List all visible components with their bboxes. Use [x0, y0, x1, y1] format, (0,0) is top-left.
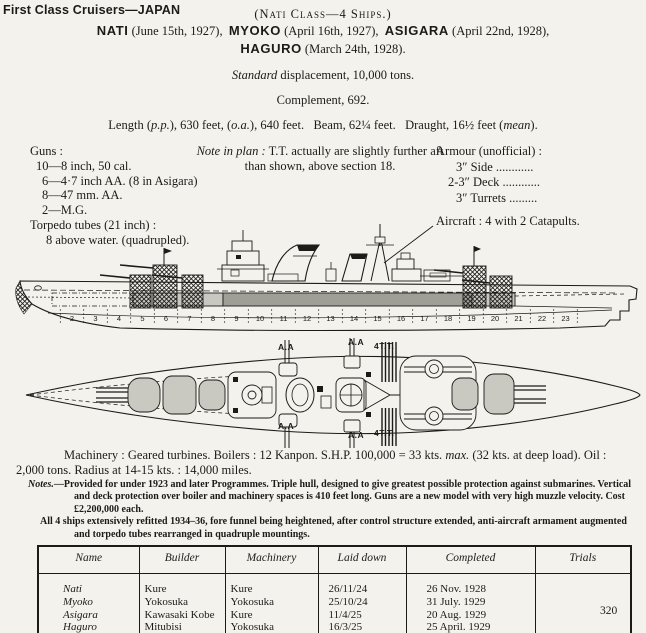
ship-name: HAGURO: [240, 41, 302, 56]
plan-hull: [26, 356, 640, 433]
gun-item: 8—47 mm. AA.: [42, 188, 123, 203]
beam-text: Beam, 62¼ feet.: [313, 118, 396, 132]
cell-machinery: Kure: [225, 609, 318, 622]
machinery-paragraph: [16, 448, 634, 479]
cell-machinery: Kure: [225, 573, 318, 595]
funnel-cap: [350, 254, 367, 259]
note-paragraph-1: [14, 479, 638, 516]
turret-b: [153, 265, 177, 308]
plan-aft-turrets: [452, 374, 546, 414]
svg-text:13: 13: [326, 314, 335, 323]
belt-outline-forward: [52, 293, 133, 306]
svg-text:17: 17: [420, 314, 429, 323]
svg-text:4: 4: [116, 314, 122, 323]
svg-text:7: 7: [187, 314, 192, 323]
ship-data-table: [37, 545, 632, 633]
armour-item: 2-3″ Deck ............: [448, 175, 540, 190]
turret-c: [182, 275, 203, 308]
ship-name: MYOKO: [228, 23, 281, 38]
note-1-text: —Provided for under 1923 and later Programmes. Triple hull, designed to give greatest possible protection against submarines. Vertical and deck protection over boiler and machinery spaces is 410 feet long. Guns are a new model with very high muzzle velocity. Cost £2,200,000 each.: [53, 479, 632, 515]
plan-fore-funnel: [286, 378, 331, 412]
cell-name: Haguro: [38, 621, 139, 633]
svg-text:3: 3: [93, 314, 98, 323]
cell-completed: 25 April. 1929: [406, 621, 535, 633]
hawse-hole: [35, 286, 42, 290]
svg-text:8: 8: [210, 314, 216, 323]
gun-barrel: [100, 275, 130, 278]
svg-text:10: 10: [255, 314, 265, 323]
belt-dark-midships: [223, 293, 472, 306]
note-in-plan: [195, 144, 445, 174]
plan-bridge: [228, 372, 276, 418]
page-number: 320: [600, 605, 618, 617]
aa-label-bottom-1: A.A: [278, 421, 295, 431]
svg-text:22: 22: [537, 314, 547, 323]
length-text: ), 630 feet, (: [169, 118, 232, 132]
note-paragraph-2: All 4 ships extensively refitted 1934–36, fore funnel being heightened, after control structure extended, anti-aircraft armament augmented and torpedo tubes rearranged in quadruple mountings.: [40, 516, 627, 540]
fore-funnel: [272, 245, 319, 281]
armour-item: 3″ Turrets .........: [456, 190, 538, 205]
tripod-mainmast: [366, 224, 394, 281]
pp-abbrev: p.p.: [150, 118, 170, 132]
svg-text:19: 19: [467, 314, 476, 323]
hull-section-numbers: [60, 309, 577, 325]
aa-label-bottom-2: A.A: [348, 430, 365, 440]
cell-name: Nati: [38, 573, 139, 595]
col-header-completed: Completed: [406, 546, 535, 573]
svg-text:2: 2: [69, 314, 75, 323]
note-lead: Note in plan :: [196, 144, 266, 158]
cell-trials: [535, 573, 631, 595]
mast-platform: [375, 237, 385, 243]
tt-label-top: 4T.T.: [374, 341, 395, 351]
tt-label-bottom: 4T.T.: [374, 428, 395, 438]
length-text: Length (: [108, 118, 151, 132]
gun-barrel: [120, 265, 153, 268]
cell-name: Myoko: [38, 596, 139, 609]
guns-label: Guns :: [30, 144, 63, 158]
draught-text: Draught, 16½ feet (: [405, 118, 504, 132]
svg-text:16: 16: [396, 314, 406, 323]
cell-builder: Kawasaki Kobe: [139, 609, 225, 622]
svg-text:15: 15: [373, 314, 382, 323]
cell-laid-down: 11/4/25: [318, 609, 406, 622]
dimensions-line: [0, 118, 646, 133]
col-header-builder: Builder: [139, 546, 225, 573]
gun-item: 10—8 inch, 50 cal.: [36, 158, 132, 173]
col-header-name: Name: [38, 546, 139, 573]
section-title: First Class Cruisers—JAPAN: [3, 3, 181, 17]
ship-date: (April 16th, 1927),: [284, 24, 379, 38]
ship-date: (June 15th, 1927),: [131, 24, 223, 38]
table-row: [38, 609, 631, 622]
plan-forward-turrets: [96, 376, 225, 414]
oa-abbrev: o.a.: [231, 118, 250, 132]
notes-lead: Notes.: [28, 479, 54, 490]
ship-names-line-2: [0, 41, 646, 57]
machinery-text: (32 kts. at deep load). Oil : 2,000 tons. Radius at 14-15 kts. : 14,000 miles.: [16, 448, 607, 478]
ship-date: (April 22nd, 1928),: [452, 24, 550, 38]
svg-text:11: 11: [279, 314, 288, 323]
table-row: [38, 596, 631, 609]
cell-completed: 20 Aug. 1929: [406, 609, 535, 622]
turret-a: [130, 275, 151, 308]
notes-block: [14, 479, 638, 541]
aa-label-top-1: A.A: [278, 342, 295, 352]
svg-text:23: 23: [561, 314, 570, 323]
displacement-rest: displacement, 10,000 tons.: [277, 68, 415, 82]
table-row: [38, 573, 631, 595]
displacement-italic: Standard: [231, 68, 278, 82]
col-header-trials: Trials: [535, 546, 631, 573]
belt-line-aft-dashed: [515, 294, 624, 296]
cell-builder: Yokosuka: [139, 596, 225, 609]
armour-list: [436, 144, 642, 207]
turret-x: [463, 266, 486, 308]
svg-text:18: 18: [443, 314, 453, 323]
torpedo-item: 8 above water. (quadrupled).: [46, 232, 190, 247]
plan-drawing: [0, 336, 646, 450]
svg-text:21: 21: [514, 314, 523, 323]
length-text: ), 640 feet.: [249, 118, 305, 132]
cell-builder: Kure: [139, 573, 225, 595]
max-abbrev: max.: [445, 448, 470, 462]
aa-label-top-2: A.A: [348, 337, 365, 347]
turret-y: [490, 276, 512, 308]
gun-item: 6—4·7 inch AA. (8 in Asigara): [42, 173, 198, 188]
cell-trials: [535, 621, 631, 633]
note-rest: T.T. actually are slightly further aft than shown, above section 18.: [244, 144, 444, 173]
draught-text: ).: [530, 118, 538, 132]
cell-machinery: Yokosuka: [225, 596, 318, 609]
deck-line-dashed: [24, 290, 618, 293]
profile-drawing: [0, 218, 646, 340]
aircraft-line: Aircraft : 4 with 2 Catapults.: [436, 214, 580, 228]
cell-laid-down: 25/10/24: [318, 596, 406, 609]
svg-text:6: 6: [163, 314, 169, 323]
armour-item: 3″ Side ............: [456, 159, 534, 174]
table-row: [38, 621, 631, 633]
second-funnel: [342, 254, 367, 281]
bow-shading: [16, 281, 32, 314]
cell-machinery: Yokosuka: [225, 621, 318, 633]
bridge-structure: [217, 230, 269, 281]
ship-date: (March 24th, 1928).: [304, 42, 406, 56]
col-header-machinery: Machinery: [225, 546, 318, 573]
armour-label: Armour (unofficial) :: [436, 144, 542, 158]
svg-text:20: 20: [490, 314, 500, 323]
ship-name: ASIGARA: [384, 23, 449, 38]
displacement-line: [0, 68, 646, 83]
svg-text:14: 14: [349, 314, 359, 323]
col-header-laid-down: Laid down: [318, 546, 406, 573]
cell-laid-down: 16/3/25: [318, 621, 406, 633]
profile-drawing-area: [0, 218, 646, 340]
svg-text:12: 12: [302, 314, 312, 323]
cell-name: Asigara: [38, 609, 139, 622]
belt-line-aft: [515, 306, 612, 308]
plan-drawing-area: [0, 336, 646, 450]
cell-builder: Mitubisi: [139, 621, 225, 633]
pennant: [164, 248, 172, 254]
complement-line: Complement, 692.: [276, 93, 370, 107]
svg-text:5: 5: [140, 314, 145, 323]
table-header-row: [38, 546, 631, 573]
svg-text:9: 9: [234, 314, 239, 323]
mean-abbrev: mean: [503, 118, 531, 132]
aft-superstructure: [392, 253, 464, 281]
cell-completed: 26 Nov. 1928: [406, 573, 535, 595]
ship-name: NATI: [96, 23, 129, 38]
torpedo-label: Torpedo tubes (21 inch) :: [30, 217, 157, 232]
machinery-text: Machinery : Geared turbines. Boilers : 12 Kanpon. S.H.P. 100,000 = 33 kts.: [64, 448, 446, 462]
class-line: (Nati Class—4 Ships.): [254, 7, 392, 21]
gun-item: 2—M.G.: [42, 203, 88, 217]
cell-laid-down: 26/11/24: [318, 573, 406, 595]
bow-waterline-dashed: [28, 297, 133, 298]
ship-names-line-1: [0, 23, 646, 39]
pennant: [474, 246, 481, 252]
cell-completed: 31 July. 1929: [406, 596, 535, 609]
